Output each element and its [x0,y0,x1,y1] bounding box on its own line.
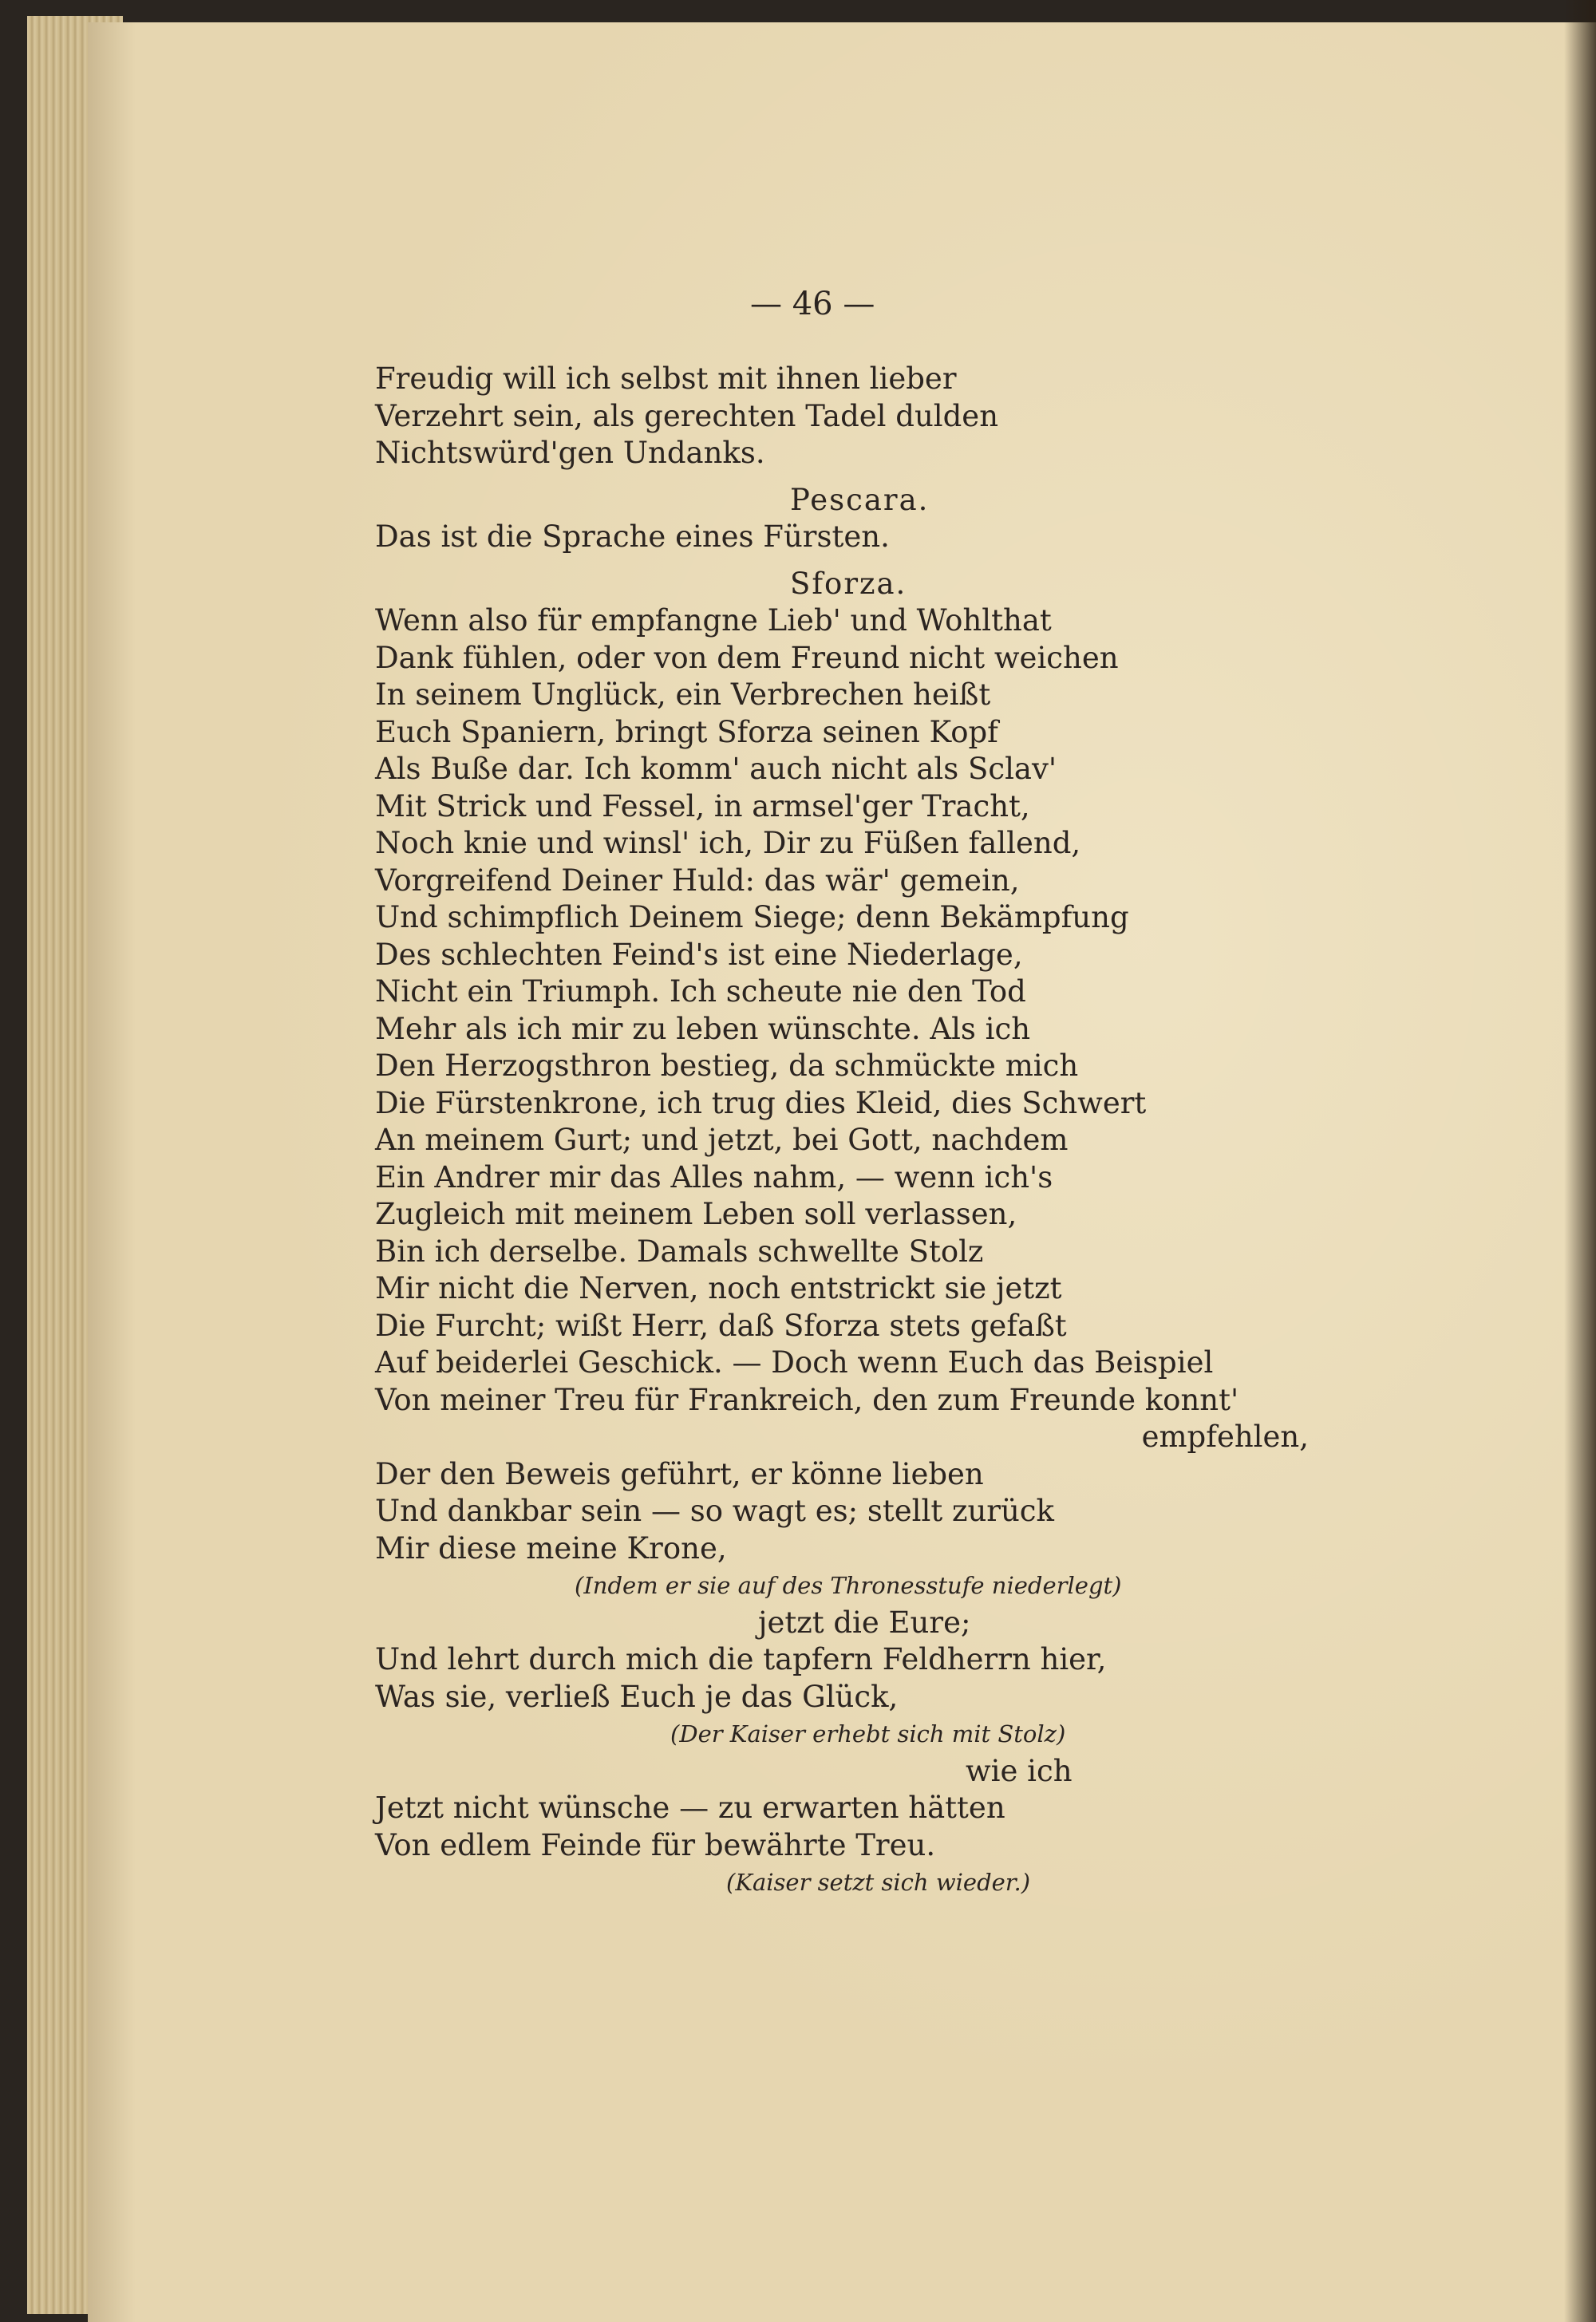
verse-line: Noch knie und winsl' ich, Dir zu Füßen fallend, [375,826,1081,860]
gutter-shadow [1564,0,1596,2322]
stage-direction: (Indem er sie auf des Thronesstufe niederlegt) [575,1572,1122,1599]
speaker-pescara: Pescara. [790,482,930,517]
verse-line: Verzehrt sein, als gerechten Tadel dulden [375,398,999,433]
verse-line: wie ich [966,1753,1073,1788]
verse-line: Bin ich derselbe. Damals schwellte Stolz [375,1234,984,1269]
verse-line: Nichtswürd'gen Undanks. [375,436,765,470]
verse-line: Von edlem Feinde für bewährte Treu. [375,1827,936,1862]
verse-line: Ein Andrer mir das Alles nahm, — wenn ich's [375,1159,1053,1195]
speaker-sforza: Sforza. [790,566,907,601]
verse-line: jetzt die Eure; [758,1605,971,1640]
stage-direction: (Der Kaiser erhebt sich mit Stolz) [670,1720,1066,1747]
verse-line: Zugleich mit meinem Leben soll verlassen, [375,1197,1017,1231]
verse-line: Mehr als ich mir zu leben wünschte. Als ich [375,1011,1031,1046]
verse-line: Des schlechten Feind's ist eine Niederlage, [375,937,1023,972]
verse-continuation: empfehlen, [1141,1420,1309,1454]
verse-line: Mit Strick und Fessel, in armsel'ger Tracht, [375,788,1030,823]
verse-line: Freudig will ich selbst mit ihnen lieber [375,361,957,396]
verse-line: Als Buße dar. Ich komm' auch nicht als Sclav' [375,752,1057,786]
verse-line: Wenn also für empfangne Lieb' und Wohlthat [375,603,1052,638]
verse-line: Die Furcht; wißt Herr, daß Sforza stets gefaßt [375,1308,1067,1343]
verse-line: Und schimpflich Deinem Siege; denn Bekämpfung [375,900,1129,934]
verse-line: Den Herzogsthron bestieg, da schmückte mich [375,1048,1079,1083]
verse-line: Und dankbar sein — so wagt es; stellt zurück [375,1494,1054,1528]
verse-line: Jetzt nicht wünsche — zu erwarten hätten [375,1791,1005,1825]
verse-line: Und lehrt durch mich die tapfern Feldherrn hier, [375,1642,1107,1676]
verse-line: Mir diese meine Krone, [375,1530,727,1566]
page-number: — 46 — [750,286,875,322]
verse-line: Dank fühlen, oder von dem Freund nicht weichen [375,640,1119,675]
verse-line: Die Fürstenkrone, ich trug dies Kleid, dies Schwert [375,1085,1147,1120]
verse-line: Von meiner Treu für Frankreich, den zum Freunde konnt' [375,1382,1239,1417]
verse-line: Euch Spaniern, bringt Sforza seinen Kopf [375,714,998,749]
verse-line: In seinem Unglück, ein Verbrechen heißt [375,677,991,712]
verse-line: Das ist die Sprache eines Fürsten. [375,519,890,554]
stage-direction: (Kaiser setzt sich wieder.) [726,1869,1031,1896]
verse-line: Auf beiderlei Geschick. — Doch wenn Euch das Beispiel [375,1345,1214,1380]
verse-line: Mir nicht die Nerven, noch entstrickt sie jetzt [375,1271,1062,1305]
verse-line: Der den Beweis geführt, er könne lieben [375,1456,984,1491]
verse-line: Was sie, verließ Euch je das Glück, [375,1679,899,1714]
verse-line: Nicht ein Triumph. Ich scheute nie den Tod [375,974,1026,1009]
play-text [375,361,1436,1901]
verse-line: Vorgreifend Deiner Huld: das wär' gemein, [375,863,1020,898]
verse-line: An meinem Gurt; und jetzt, bei Gott, nachdem [375,1123,1069,1157]
